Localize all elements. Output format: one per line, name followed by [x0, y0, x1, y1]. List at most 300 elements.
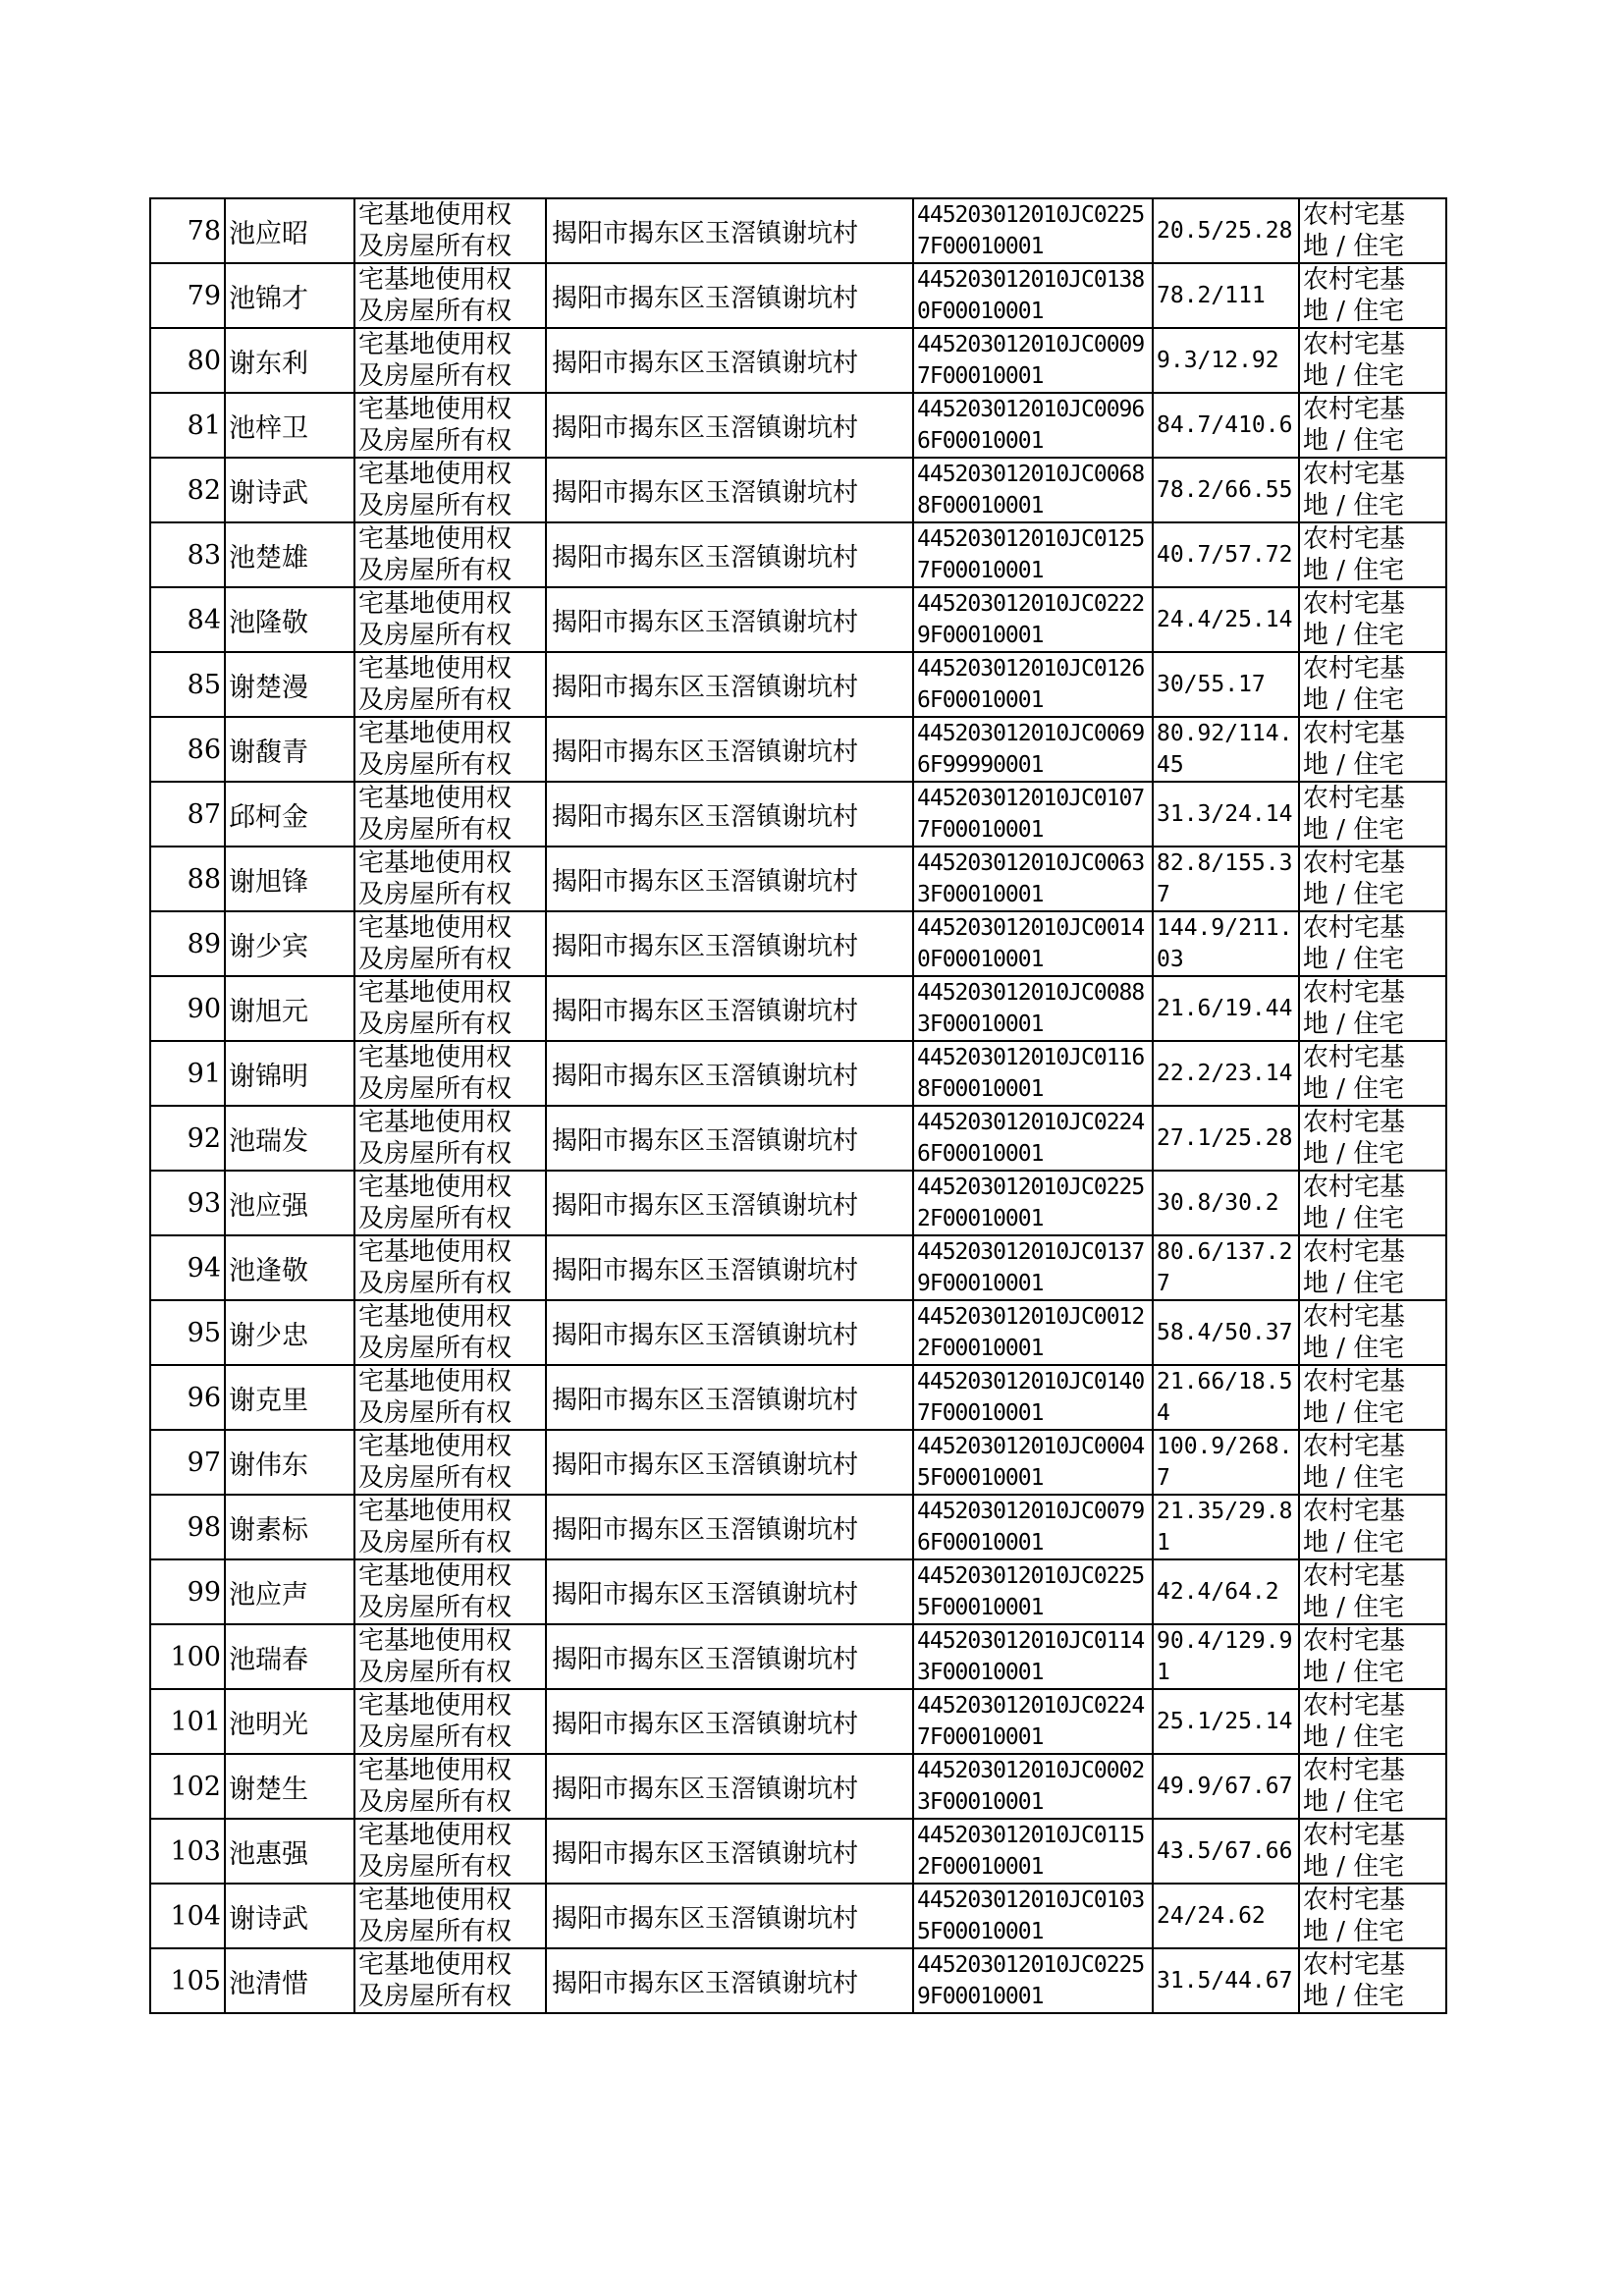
- row-number: 104: [150, 1884, 225, 1948]
- table-row: [150, 328, 1446, 393]
- table-row: [150, 263, 1446, 328]
- registry-table: [149, 197, 1447, 2014]
- area-value: 24/24.62: [1153, 1884, 1299, 1948]
- table-row: [150, 1365, 1446, 1430]
- owner-name: 池清惜: [225, 1948, 354, 2013]
- right-type-line-1: 宅基地使用权: [358, 1367, 513, 1396]
- right-type: [354, 847, 546, 911]
- land-use: [1299, 782, 1446, 847]
- location: 揭阳市揭东区玉滘镇谢坑村: [546, 587, 913, 652]
- land-use-line-1: 农村宅基: [1303, 265, 1406, 295]
- right-type-line-1: 宅基地使用权: [358, 913, 513, 943]
- row-number: 84: [150, 587, 225, 652]
- right-type-line-1: 宅基地使用权: [358, 1043, 513, 1072]
- area-value: 84.7/410.6: [1153, 393, 1299, 458]
- parcel-code: 445203012010JC00140F00010001: [913, 911, 1153, 976]
- land-use-line-1: 农村宅基: [1303, 1432, 1406, 1461]
- land-use-line-1: 农村宅基: [1303, 978, 1406, 1008]
- right-type: [354, 1430, 546, 1495]
- area-value: 27.1/25.28: [1153, 1106, 1299, 1171]
- land-use: [1299, 263, 1446, 328]
- right-type: [354, 717, 546, 782]
- registry-table-body: [150, 198, 1446, 2013]
- land-use-line-1: 农村宅基: [1303, 1367, 1406, 1396]
- owner-name: 谢锦明: [225, 1041, 354, 1106]
- owner-name: 谢旭元: [225, 976, 354, 1041]
- land-use: [1299, 522, 1446, 587]
- location: 揭阳市揭东区玉滘镇谢坑村: [546, 1495, 913, 1559]
- owner-name: 谢旭锋: [225, 847, 354, 911]
- owner-name: 池逢敬: [225, 1235, 354, 1300]
- right-type-line-1: 宅基地使用权: [358, 460, 513, 489]
- location: 揭阳市揭东区玉滘镇谢坑村: [546, 1430, 913, 1495]
- land-use-line-1: 农村宅基: [1303, 913, 1406, 943]
- land-use-line-2: 地 / 住宅: [1303, 1593, 1405, 1622]
- right-type-line-2: 及房屋所有权: [358, 556, 513, 585]
- table-row: [150, 976, 1446, 1041]
- parcel-code: 445203012010JC00883F00010001: [913, 976, 1153, 1041]
- right-type: [354, 1754, 546, 1819]
- right-type-line-1: 宅基地使用权: [358, 589, 513, 619]
- right-type: [354, 328, 546, 393]
- right-type-line-1: 宅基地使用权: [358, 1756, 513, 1785]
- table-row: [150, 847, 1446, 911]
- right-type-line-2: 及房屋所有权: [358, 297, 513, 326]
- location: 揭阳市揭东区玉滘镇谢坑村: [546, 1754, 913, 1819]
- table-row: [150, 393, 1446, 458]
- owner-name: 谢诗武: [225, 1884, 354, 1948]
- land-use: [1299, 1495, 1446, 1559]
- location: 揭阳市揭东区玉滘镇谢坑村: [546, 393, 913, 458]
- right-type-line-2: 及房屋所有权: [358, 621, 513, 650]
- location: 揭阳市揭东区玉滘镇谢坑村: [546, 1365, 913, 1430]
- row-number: 78: [150, 198, 225, 263]
- right-type: [354, 1559, 546, 1624]
- right-type: [354, 458, 546, 522]
- land-use-line-1: 农村宅基: [1303, 460, 1406, 489]
- parcel-code: 445203012010JC02229F00010001: [913, 587, 1153, 652]
- area-value: 80.6/137.27: [1153, 1235, 1299, 1300]
- area-value: 78.2/111: [1153, 263, 1299, 328]
- location: 揭阳市揭东区玉滘镇谢坑村: [546, 1300, 913, 1365]
- right-type-line-2: 及房屋所有权: [358, 880, 513, 909]
- table-row: [150, 782, 1446, 847]
- parcel-code: 445203012010JC01168F00010001: [913, 1041, 1153, 1106]
- parcel-code: 445203012010JC01152F00010001: [913, 1819, 1153, 1884]
- land-use-line-2: 地 / 住宅: [1303, 1658, 1405, 1687]
- right-type-line-2: 及房屋所有权: [358, 750, 513, 780]
- table-row: [150, 1235, 1446, 1300]
- right-type-line-2: 及房屋所有权: [358, 232, 513, 261]
- row-number: 80: [150, 328, 225, 393]
- right-type-line-1: 宅基地使用权: [358, 719, 513, 748]
- land-use: [1299, 1819, 1446, 1884]
- land-use-line-1: 农村宅基: [1303, 719, 1406, 748]
- parcel-code: 445203012010JC02252F00010001: [913, 1171, 1153, 1235]
- owner-name: 池隆敬: [225, 587, 354, 652]
- land-use-line-2: 地 / 住宅: [1303, 1010, 1405, 1039]
- area-value: 80.92/114.45: [1153, 717, 1299, 782]
- right-type: [354, 1041, 546, 1106]
- right-type: [354, 393, 546, 458]
- land-use: [1299, 1106, 1446, 1171]
- row-number: 102: [150, 1754, 225, 1819]
- land-use-line-2: 地 / 住宅: [1303, 685, 1405, 715]
- parcel-code: 445203012010JC02246F00010001: [913, 1106, 1153, 1171]
- land-use: [1299, 1559, 1446, 1624]
- land-use: [1299, 587, 1446, 652]
- area-value: 25.1/25.14: [1153, 1689, 1299, 1754]
- row-number: 87: [150, 782, 225, 847]
- table-row: [150, 1819, 1446, 1884]
- parcel-code: 445203012010JC00966F00010001: [913, 393, 1153, 458]
- parcel-code: 445203012010JC02255F00010001: [913, 1559, 1153, 1624]
- location: 揭阳市揭东区玉滘镇谢坑村: [546, 1235, 913, 1300]
- owner-name: 池惠强: [225, 1819, 354, 1884]
- land-use-line-1: 农村宅基: [1303, 1821, 1406, 1850]
- table-row: [150, 1754, 1446, 1819]
- right-type: [354, 587, 546, 652]
- land-use-line-2: 地 / 住宅: [1303, 1463, 1405, 1493]
- area-value: 20.5/25.28: [1153, 198, 1299, 263]
- row-number: 92: [150, 1106, 225, 1171]
- location: 揭阳市揭东区玉滘镇谢坑村: [546, 328, 913, 393]
- land-use-line-1: 农村宅基: [1303, 1108, 1406, 1137]
- land-use: [1299, 847, 1446, 911]
- parcel-code: 445203012010JC00045F00010001: [913, 1430, 1153, 1495]
- right-type: [354, 652, 546, 717]
- land-use-line-2: 地 / 住宅: [1303, 1074, 1405, 1104]
- parcel-code: 445203012010JC00796F00010001: [913, 1495, 1153, 1559]
- right-type: [354, 522, 546, 587]
- right-type: [354, 911, 546, 976]
- area-value: 90.4/129.91: [1153, 1624, 1299, 1689]
- land-use: [1299, 911, 1446, 976]
- land-use-line-2: 地 / 住宅: [1303, 621, 1405, 650]
- land-use-line-2: 地 / 住宅: [1303, 880, 1405, 909]
- right-type: [354, 1495, 546, 1559]
- area-value: 43.5/67.66: [1153, 1819, 1299, 1884]
- right-type-line-2: 及房屋所有权: [358, 1658, 513, 1687]
- location: 揭阳市揭东区玉滘镇谢坑村: [546, 1171, 913, 1235]
- parcel-code: 445203012010JC01407F00010001: [913, 1365, 1153, 1430]
- land-use-line-1: 农村宅基: [1303, 784, 1406, 813]
- owner-name: 谢诗武: [225, 458, 354, 522]
- table-row: [150, 1430, 1446, 1495]
- area-value: 58.4/50.37: [1153, 1300, 1299, 1365]
- location: 揭阳市揭东区玉滘镇谢坑村: [546, 1624, 913, 1689]
- land-use: [1299, 328, 1446, 393]
- land-use-line-1: 农村宅基: [1303, 1561, 1406, 1591]
- land-use: [1299, 1689, 1446, 1754]
- parcel-code: 445203012010JC00688F00010001: [913, 458, 1153, 522]
- table-row: [150, 1041, 1446, 1106]
- right-type-line-2: 及房屋所有权: [358, 1787, 513, 1817]
- land-use-line-1: 农村宅基: [1303, 1756, 1406, 1785]
- land-use-line-1: 农村宅基: [1303, 589, 1406, 619]
- area-value: 49.9/67.67: [1153, 1754, 1299, 1819]
- right-type-line-2: 及房屋所有权: [358, 1463, 513, 1493]
- right-type-line-2: 及房屋所有权: [358, 361, 513, 391]
- right-type-line-1: 宅基地使用权: [358, 1626, 513, 1656]
- table-row: [150, 717, 1446, 782]
- right-type-line-1: 宅基地使用权: [358, 1108, 513, 1137]
- table-row: [150, 198, 1446, 263]
- right-type-line-1: 宅基地使用权: [358, 200, 513, 230]
- land-use-line-1: 农村宅基: [1303, 1885, 1406, 1915]
- parcel-code: 445203012010JC01379F00010001: [913, 1235, 1153, 1300]
- right-type-line-1: 宅基地使用权: [358, 1561, 513, 1591]
- area-value: 144.9/211.03: [1153, 911, 1299, 976]
- location: 揭阳市揭东区玉滘镇谢坑村: [546, 911, 913, 976]
- right-type-line-1: 宅基地使用权: [358, 524, 513, 554]
- land-use: [1299, 1884, 1446, 1948]
- parcel-code: 445203012010JC00023F00010001: [913, 1754, 1153, 1819]
- table-row: [150, 522, 1446, 587]
- location: 揭阳市揭东区玉滘镇谢坑村: [546, 1819, 913, 1884]
- land-use-line-2: 地 / 住宅: [1303, 1722, 1405, 1752]
- table-row: [150, 1624, 1446, 1689]
- owner-name: 谢楚漫: [225, 652, 354, 717]
- right-type-line-2: 及房屋所有权: [358, 815, 513, 845]
- owner-name: 池明光: [225, 1689, 354, 1754]
- right-type-line-2: 及房屋所有权: [358, 491, 513, 520]
- row-number: 100: [150, 1624, 225, 1689]
- location: 揭阳市揭东区玉滘镇谢坑村: [546, 1106, 913, 1171]
- location: 揭阳市揭东区玉滘镇谢坑村: [546, 652, 913, 717]
- right-type-line-2: 及房屋所有权: [358, 1139, 513, 1169]
- parcel-code: 445203012010JC02247F00010001: [913, 1689, 1153, 1754]
- parcel-code: 445203012010JC01077F00010001: [913, 782, 1153, 847]
- owner-name: 池楚雄: [225, 522, 354, 587]
- owner-name: 池应强: [225, 1171, 354, 1235]
- area-value: 100.9/268.7: [1153, 1430, 1299, 1495]
- right-type: [354, 1884, 546, 1948]
- table-row: [150, 911, 1446, 976]
- land-use-line-1: 农村宅基: [1303, 1497, 1406, 1526]
- right-type: [354, 1106, 546, 1171]
- right-type-line-1: 宅基地使用权: [358, 848, 513, 878]
- location: 揭阳市揭东区玉滘镇谢坑村: [546, 1884, 913, 1948]
- area-value: 78.2/66.55: [1153, 458, 1299, 522]
- right-type: [354, 1819, 546, 1884]
- land-use-line-1: 农村宅基: [1303, 1173, 1406, 1202]
- right-type-line-2: 及房屋所有权: [358, 685, 513, 715]
- right-type-line-1: 宅基地使用权: [358, 1302, 513, 1332]
- owner-name: 谢东利: [225, 328, 354, 393]
- land-use-line-1: 农村宅基: [1303, 1691, 1406, 1721]
- right-type-line-1: 宅基地使用权: [358, 1821, 513, 1850]
- land-use-line-1: 农村宅基: [1303, 654, 1406, 683]
- right-type-line-1: 宅基地使用权: [358, 395, 513, 424]
- parcel-code: 445203012010JC01266F00010001: [913, 652, 1153, 717]
- area-value: 24.4/25.14: [1153, 587, 1299, 652]
- owner-name: 池应声: [225, 1559, 354, 1624]
- row-number: 82: [150, 458, 225, 522]
- land-use: [1299, 1948, 1446, 2013]
- location: 揭阳市揭东区玉滘镇谢坑村: [546, 198, 913, 263]
- right-type-line-2: 及房屋所有权: [358, 426, 513, 456]
- land-use: [1299, 717, 1446, 782]
- location: 揭阳市揭东区玉滘镇谢坑村: [546, 847, 913, 911]
- area-value: 21.6/19.44: [1153, 976, 1299, 1041]
- parcel-code: 445203012010JC01035F00010001: [913, 1884, 1153, 1948]
- land-use: [1299, 1235, 1446, 1300]
- right-type: [354, 1624, 546, 1689]
- row-number: 86: [150, 717, 225, 782]
- right-type-line-1: 宅基地使用权: [358, 265, 513, 295]
- area-value: 31.5/44.67: [1153, 1948, 1299, 2013]
- owner-name: 谢馥青: [225, 717, 354, 782]
- land-use-line-2: 地 / 住宅: [1303, 815, 1405, 845]
- right-type: [354, 782, 546, 847]
- land-use-line-2: 地 / 住宅: [1303, 556, 1405, 585]
- location: 揭阳市揭东区玉滘镇谢坑村: [546, 1041, 913, 1106]
- table-row: [150, 1495, 1446, 1559]
- right-type-line-2: 及房屋所有权: [358, 1334, 513, 1363]
- right-type-line-2: 及房屋所有权: [358, 1982, 513, 2011]
- land-use-line-2: 地 / 住宅: [1303, 1398, 1405, 1428]
- right-type-line-2: 及房屋所有权: [358, 1398, 513, 1428]
- land-use-line-2: 地 / 住宅: [1303, 1528, 1405, 1557]
- land-use: [1299, 1171, 1446, 1235]
- table-row: [150, 458, 1446, 522]
- land-use: [1299, 458, 1446, 522]
- table-row: [150, 1300, 1446, 1365]
- table-row: [150, 587, 1446, 652]
- land-use: [1299, 1430, 1446, 1495]
- location: 揭阳市揭东区玉滘镇谢坑村: [546, 1559, 913, 1624]
- table-row: [150, 1106, 1446, 1171]
- land-use-line-1: 农村宅基: [1303, 524, 1406, 554]
- right-type: [354, 263, 546, 328]
- land-use-line-1: 农村宅基: [1303, 1626, 1406, 1656]
- row-number: 97: [150, 1430, 225, 1495]
- owner-name: 谢楚生: [225, 1754, 354, 1819]
- row-number: 79: [150, 263, 225, 328]
- owner-name: 池应昭: [225, 198, 354, 263]
- right-type: [354, 1300, 546, 1365]
- land-use: [1299, 1041, 1446, 1106]
- row-number: 85: [150, 652, 225, 717]
- location: 揭阳市揭东区玉滘镇谢坑村: [546, 976, 913, 1041]
- row-number: 103: [150, 1819, 225, 1884]
- land-use-line-2: 地 / 住宅: [1303, 361, 1405, 391]
- land-use: [1299, 198, 1446, 263]
- land-use-line-2: 地 / 住宅: [1303, 1787, 1405, 1817]
- parcel-code: 445203012010JC00696F99990001: [913, 717, 1153, 782]
- owner-name: 谢克里: [225, 1365, 354, 1430]
- parcel-code: 445203012010JC00633F00010001: [913, 847, 1153, 911]
- owner-name: 谢少宾: [225, 911, 354, 976]
- row-number: 99: [150, 1559, 225, 1624]
- location: 揭阳市揭东区玉滘镇谢坑村: [546, 1948, 913, 2013]
- right-type: [354, 1689, 546, 1754]
- land-use: [1299, 1624, 1446, 1689]
- land-use-line-2: 地 / 住宅: [1303, 945, 1405, 974]
- row-number: 93: [150, 1171, 225, 1235]
- land-use-line-2: 地 / 住宅: [1303, 1269, 1405, 1298]
- land-use-line-2: 地 / 住宅: [1303, 297, 1405, 326]
- area-value: 31.3/24.14: [1153, 782, 1299, 847]
- row-number: 105: [150, 1948, 225, 2013]
- row-number: 83: [150, 522, 225, 587]
- right-type-line-1: 宅基地使用权: [358, 784, 513, 813]
- land-use-line-1: 农村宅基: [1303, 1237, 1406, 1267]
- right-type: [354, 1235, 546, 1300]
- right-type-line-1: 宅基地使用权: [358, 330, 513, 359]
- right-type: [354, 1365, 546, 1430]
- location: 揭阳市揭东区玉滘镇谢坑村: [546, 458, 913, 522]
- parcel-code: 445203012010JC01257F00010001: [913, 522, 1153, 587]
- land-use-line-2: 地 / 住宅: [1303, 750, 1405, 780]
- right-type-line-1: 宅基地使用权: [358, 1885, 513, 1915]
- land-use-line-2: 地 / 住宅: [1303, 1917, 1405, 1946]
- land-use-line-2: 地 / 住宅: [1303, 1852, 1405, 1882]
- right-type: [354, 1171, 546, 1235]
- land-use-line-1: 农村宅基: [1303, 330, 1406, 359]
- right-type-line-1: 宅基地使用权: [358, 1432, 513, 1461]
- right-type-line-2: 及房屋所有权: [358, 1852, 513, 1882]
- land-use-line-1: 农村宅基: [1303, 1950, 1406, 1980]
- land-use: [1299, 652, 1446, 717]
- right-type-line-1: 宅基地使用权: [358, 1691, 513, 1721]
- land-use: [1299, 393, 1446, 458]
- row-number: 90: [150, 976, 225, 1041]
- right-type-line-2: 及房屋所有权: [358, 945, 513, 974]
- right-type-line-2: 及房屋所有权: [358, 1269, 513, 1298]
- parcel-code: 445203012010JC00097F00010001: [913, 328, 1153, 393]
- table-row: [150, 1171, 1446, 1235]
- land-use-line-2: 地 / 住宅: [1303, 426, 1405, 456]
- right-type-line-2: 及房屋所有权: [358, 1593, 513, 1622]
- area-value: 42.4/64.2: [1153, 1559, 1299, 1624]
- land-use-line-2: 地 / 住宅: [1303, 232, 1405, 261]
- area-value: 9.3/12.92: [1153, 328, 1299, 393]
- parcel-code: 445203012010JC00122F00010001: [913, 1300, 1153, 1365]
- row-number: 98: [150, 1495, 225, 1559]
- right-type-line-2: 及房屋所有权: [358, 1010, 513, 1039]
- parcel-code: 445203012010JC01380F00010001: [913, 263, 1153, 328]
- owner-name: 谢伟东: [225, 1430, 354, 1495]
- parcel-code: 445203012010JC02259F00010001: [913, 1948, 1153, 2013]
- land-use-line-1: 农村宅基: [1303, 1302, 1406, 1332]
- table-row: [150, 1559, 1446, 1624]
- parcel-code: 445203012010JC01143F00010001: [913, 1624, 1153, 1689]
- location: 揭阳市揭东区玉滘镇谢坑村: [546, 1689, 913, 1754]
- owner-name: 池瑞发: [225, 1106, 354, 1171]
- right-type: [354, 198, 546, 263]
- row-number: 95: [150, 1300, 225, 1365]
- row-number: 88: [150, 847, 225, 911]
- land-use-line-2: 地 / 住宅: [1303, 1204, 1405, 1233]
- area-value: 82.8/155.37: [1153, 847, 1299, 911]
- area-value: 40.7/57.72: [1153, 522, 1299, 587]
- land-use-line-2: 地 / 住宅: [1303, 491, 1405, 520]
- owner-name: 池瑞春: [225, 1624, 354, 1689]
- land-use-line-2: 地 / 住宅: [1303, 1982, 1405, 2011]
- location: 揭阳市揭东区玉滘镇谢坑村: [546, 782, 913, 847]
- right-type-line-2: 及房屋所有权: [358, 1074, 513, 1104]
- area-value: 21.35/29.81: [1153, 1495, 1299, 1559]
- land-use-line-2: 地 / 住宅: [1303, 1334, 1405, 1363]
- right-type-line-2: 及房屋所有权: [358, 1528, 513, 1557]
- right-type-line-2: 及房屋所有权: [358, 1917, 513, 1946]
- right-type-line-1: 宅基地使用权: [358, 1173, 513, 1202]
- row-number: 89: [150, 911, 225, 976]
- right-type-line-1: 宅基地使用权: [358, 1950, 513, 1980]
- table-row: [150, 1948, 1446, 2013]
